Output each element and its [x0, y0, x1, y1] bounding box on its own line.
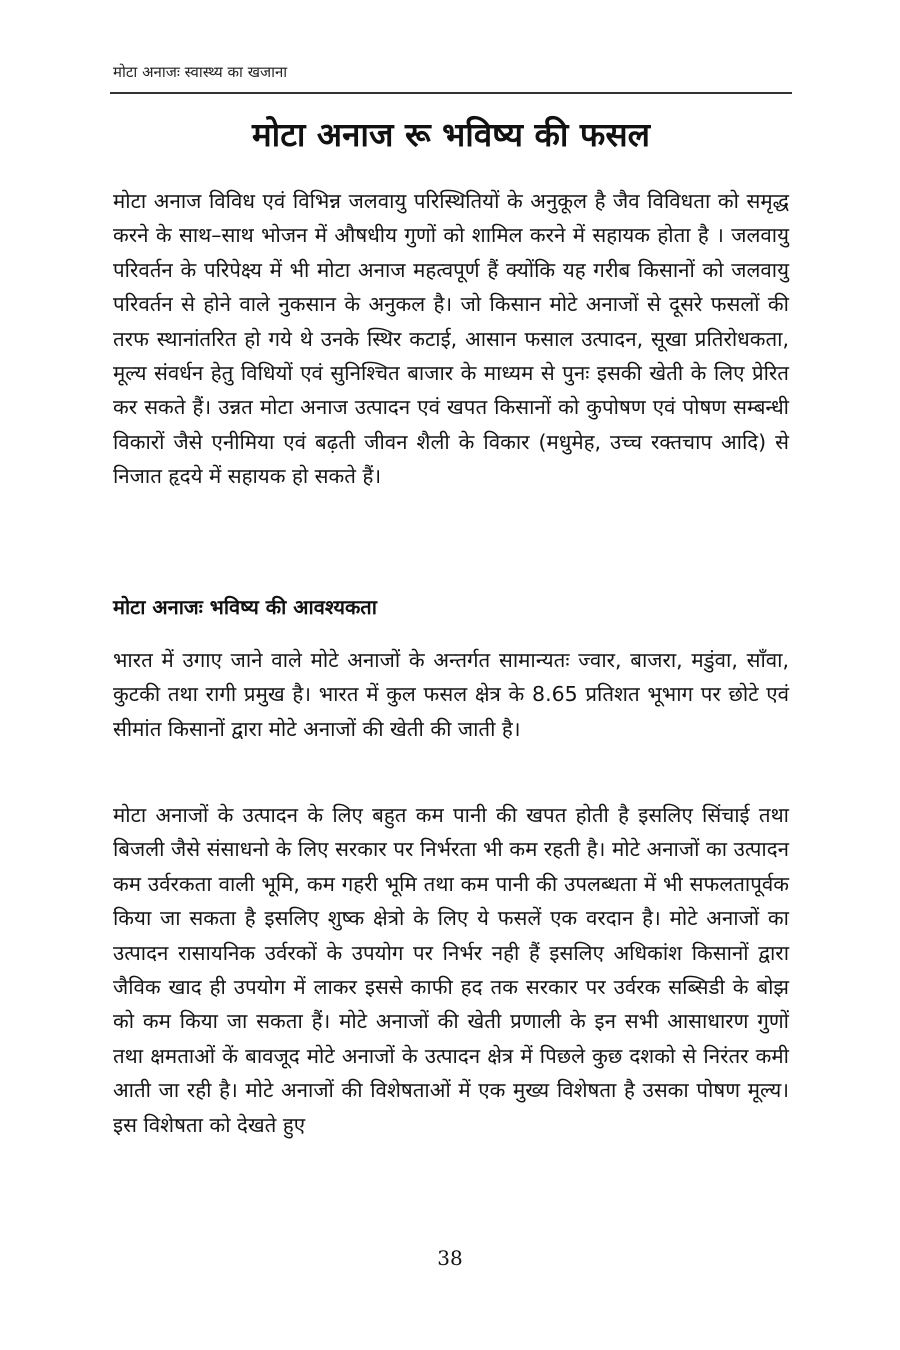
page-title: मोटा अनाज रू भविष्य की फसल — [251, 115, 651, 154]
body-paragraph-3: मोटा अनाजों के उत्पादन के लिए बहुत कम पानी की खपत होती है इसलिए सिंचाई तथा बिजली जैसे संसाधनो के लिए सरकार पर निर्भरता भी कम रहती है। मोटे अनाजों का उत्पादन कम उर्वरकता वाली भूमि, कम गहरी भूमि तथा कम पानी की उपलब्धता में भी सफलतापूर्वक किया जा सकता है इसलिए शुष्क क्षेत्रो के लिए ये फसलें एक वरदान है। मोटे अनाजों का उत्पादन रासायनिक उर्वरकों के उपयोग पर निर्भर नही हैं इसलिए अधिकांश किसानों द्वारा जैविक खाद ही उपयोग में लाकर इससे काफी हद तक सरकार पर उर्वरक सब्सिडी के बोझ को कम किया जा सकता हैं। मोटे अनाजों की खेती प्रणाली के इन सभी आसाधारण गुणों तथा क्षमताओं कें बावजूद मोटे अनाजों के उत्पादन क्षेत्र में पिछले कुछ दशको से निरंतर कमी आती जा रही है। मोटे अनाजों की विशेषताओं में एक मुख्य विशेषता है उसका पोषण मूल्य। इस विशेषता को देखते हुए — [113, 803, 789, 1137]
body-paragraph-2: भारत में उगाए जाने वाले मोटे अनाजों के अन्तर्गत सामान्यतः ज्वार, बाजरा, मडुंवा, साँवा, कुटकी तथा रागी प्रमुख है। भारत में कुल फसल क्षेत्र के 8.65 प्रतिशत भूभाग पर छोटे एवं सीमांत किसानों द्वारा मोटे अनाजों की खेती की जाती है। — [113, 648, 789, 741]
running-header: मोटा अनाजः स्वास्थ्य का खजाना — [113, 63, 288, 81]
body-paragraph-1: मोटा अनाज विविध एवं विभिन्न जलवायु परिस्थितियों के अनुकूल है जैव विविधता को समृद्ध करने के साथ–साथ भोजन में औषधीय गुणों को शामिल करने में सहायक होता है । जलवायु परिवर्तन के परिपेक्ष्य में भी मोटा अनाज महत्वपूर्ण हैं क्योंकि यह गरीब किसानों को जलवायु परिवर्तन से होने वाले नुकसान के अनुकल है। जो किसान मोटे अनाजों से दूसरे फसलों की तरफ स्थानांतरित हो गये थे उनके स्थिर कटाई, आसान फसाल उत्पादन, सूखा प्रतिरोधकता, मूल्य संवर्धन हेतु विधियों एवं सुनिश्चित बाजार के माध्यम से पुनः इसकी खेती के लिए प्रेरित कर सकते हैं। उन्नत मोटा अनाज उत्पादन एवं खपत किसानों को कुपोषण एवं पोषण सम्बन्धी विकारों जैसे एनीमिया एवं बढ़ती जीवन शैली के विकार (मधुमेह, उच्च रक्तचाप आदि) से निजात हृदये में सहायक हो सकते हैं। — [113, 189, 789, 489]
header-divider — [110, 92, 792, 94]
page-number: 38 — [437, 1246, 463, 1270]
section-heading: मोटा अनाजः भविष्य की आवश्यकता — [113, 595, 377, 619]
